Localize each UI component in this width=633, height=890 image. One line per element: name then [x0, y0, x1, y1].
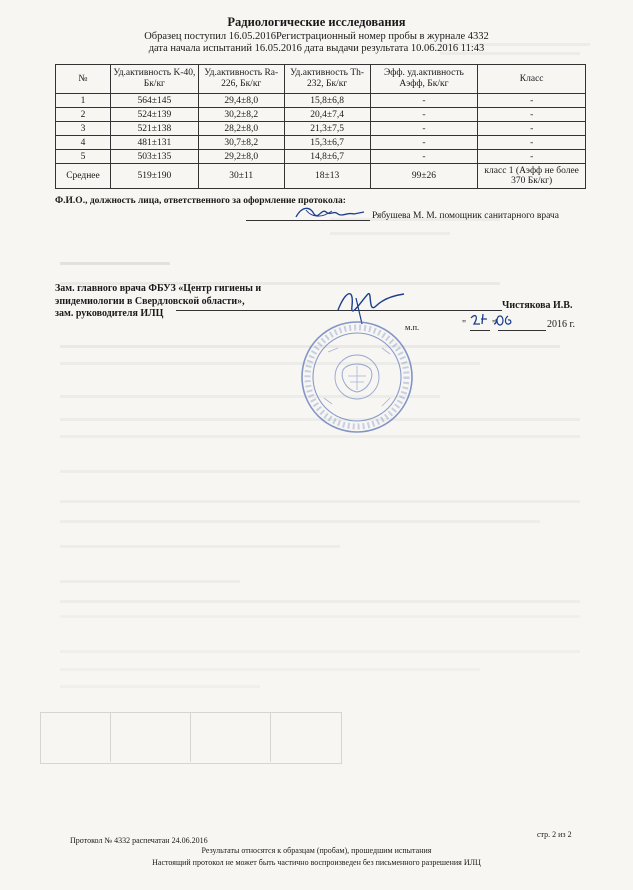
table-cell: 18±13 [284, 164, 370, 189]
table-cell: - [478, 108, 586, 122]
table-cell: 503±135 [110, 150, 198, 164]
col-header-k40: Уд.активность K-40, Бк/кг [110, 65, 198, 94]
date-quote-close: " [492, 319, 497, 330]
table-cell: 21,3±7,5 [284, 122, 370, 136]
table-cell: 30±11 [198, 164, 284, 189]
table-average-row [56, 164, 586, 189]
col-header-class: Класс [478, 65, 586, 94]
date-quote-open: " [462, 319, 467, 330]
table-cell: 5 [56, 150, 111, 164]
manager-title-line: Зам. главного врача ФБУЗ «Центр гигиены и [55, 283, 262, 294]
table-cell: - [478, 136, 586, 150]
manager-title-line: эпидемиологии в Свердловской области», [55, 295, 245, 307]
table-header-row [56, 65, 586, 94]
table-cell: - [478, 122, 586, 136]
sample-info: Образец поступил 16.05.2016Регистрационный номер пробы в журнале 4332 [144, 31, 489, 42]
table-cell: 29,2±8,0 [198, 150, 284, 164]
table-cell: 519±190 [110, 164, 198, 189]
table-row [56, 150, 586, 164]
table-cell: 564±145 [110, 94, 198, 108]
manager-title-line: зам. руководителя ИЛЦ [55, 308, 164, 319]
table-cell: 29,4±8,0 [198, 94, 284, 108]
table-cell: 2 [56, 108, 111, 122]
table-row [56, 108, 586, 122]
table-row [56, 136, 586, 150]
date-year: 2016 г. [547, 319, 575, 330]
table-cell: - [370, 150, 478, 164]
table-cell: 99±26 [370, 164, 478, 189]
table-cell: 15,8±6,8 [284, 94, 370, 108]
responsible-signature [292, 202, 370, 224]
handwritten-date [468, 310, 524, 332]
table-cell: 4 [56, 136, 111, 150]
table-cell: класс 1 (Аэфф не более 370 Бк/кг) [478, 164, 586, 189]
table-cell: 30,2±8,2 [198, 108, 284, 122]
table-cell: - [370, 108, 478, 122]
seal-place-label: м.п. [405, 322, 420, 332]
footer-results-note: Результаты относятся к образцам (пробам), прошедшим испытания [201, 846, 432, 855]
table-cell: 28,2±8,0 [198, 122, 284, 136]
table-cell: - [478, 94, 586, 108]
col-header-ra226: Уд.активность Ra-226, Бк/кг [198, 65, 284, 94]
table-cell: 481±131 [110, 136, 198, 150]
col-header-effective: Эфф. уд.активность Аэфф, Бк/кг [370, 65, 478, 94]
table-row [56, 122, 586, 136]
col-header-th232: Уд.активность Th-232, Бк/кг [284, 65, 370, 94]
table-cell: - [478, 150, 586, 164]
results-table [55, 64, 586, 189]
table-cell: 15,3±6,7 [284, 136, 370, 150]
footer-copy-note: Настоящий протокол не может быть частично воспроизведен без письменного разрешения ИЛЦ [152, 858, 481, 867]
manager-name: Чистякова И.В. [502, 300, 573, 311]
table-cell: 524±139 [110, 108, 198, 122]
table-cell: 1 [56, 94, 111, 108]
table-cell: 30,7±8,2 [198, 136, 284, 150]
responsible-name: Рябушева М. М. помощник санитарного врача [372, 211, 559, 221]
responsible-label: Ф.И.О., должность лица, ответственного за оформление протокола: [55, 196, 346, 206]
table-cell: 20,4±7,4 [284, 108, 370, 122]
table-cell: - [370, 94, 478, 108]
table-cell: 14,8±6,7 [284, 150, 370, 164]
test-dates: дата начала испытаний 16.05.2016 дата выдачи результата 10.06.2016 11:43 [148, 43, 485, 54]
official-stamp [298, 318, 416, 436]
footer-protocol: Протокол № 4332 распечатан 24.06.2016 [70, 836, 208, 845]
document-title: Радиологические исследования [227, 15, 406, 29]
table-cell: Среднее [56, 164, 111, 189]
table-cell: 521±138 [110, 122, 198, 136]
table-cell: - [370, 136, 478, 150]
col-header-number: № [56, 65, 111, 94]
table-cell: - [370, 122, 478, 136]
manager-title [55, 283, 261, 321]
footer-page-number: стр. 2 из 2 [537, 830, 572, 839]
table-cell: 3 [56, 122, 111, 136]
table-row [56, 94, 586, 108]
